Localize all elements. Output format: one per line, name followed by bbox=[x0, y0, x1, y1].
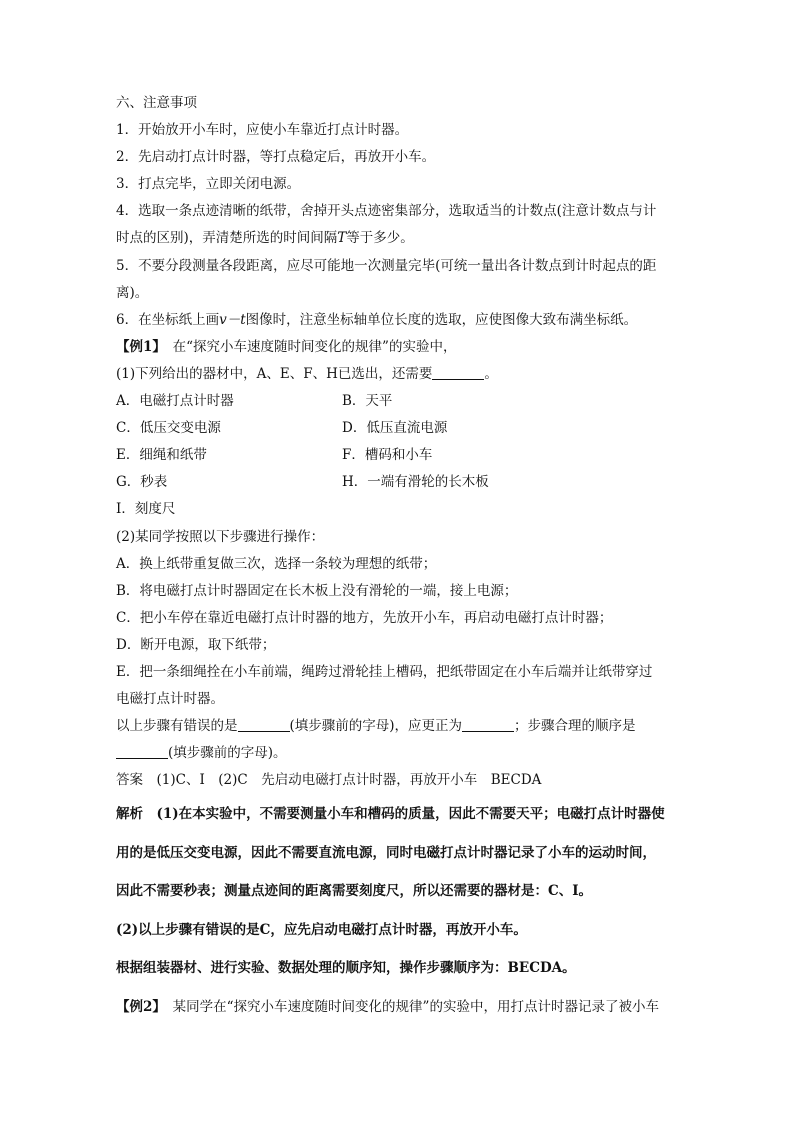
question-2-line-2 bbox=[116, 744, 682, 762]
question-1-end: 。 bbox=[484, 365, 498, 382]
note-item-4-tail: 等于多少。 bbox=[346, 230, 414, 247]
question-2-text-4: (填步骤前的字母)。 bbox=[168, 745, 287, 762]
variable-t: T bbox=[337, 230, 347, 247]
question-2-text-2: (填步骤前的字母)，应更正为 bbox=[289, 718, 463, 735]
document-page bbox=[116, 94, 682, 1025]
note-item-6-tail: 图像时，注意坐标轴单位长度的选取，应使图像大致布满坐标纸。 bbox=[245, 311, 638, 328]
analysis-line-4: (2)以上步骤有错误的是C，应先启动电磁打点计时器，再放开小车。 bbox=[116, 921, 527, 938]
example-2-stem bbox=[116, 998, 682, 1016]
example-2-text: 某同学在“探究小车速度随时间变化的规律”的实验中，用打点计时器记录了被小车 bbox=[172, 998, 659, 1015]
note-item-4-line-1: 4．选取一条点迹清晰的纸带，舍掉开头点迹密集部分，选取适当的计数点(注意计数点与计 bbox=[116, 203, 657, 220]
answer-blank bbox=[432, 365, 484, 380]
analysis-line-5: 根据组装器材、进行实验、数据处理的顺序知，操作步骤顺序为：BECDA。 bbox=[116, 960, 576, 977]
option-i: I．刻度尺 bbox=[116, 501, 176, 518]
option-f: F．槽码和小车 bbox=[342, 447, 433, 464]
question-2-line-1 bbox=[116, 717, 682, 735]
example-1-tag: 【例1】 bbox=[116, 338, 160, 355]
note-item-3: 3．打点完毕，立即关闭电源。 bbox=[116, 176, 301, 193]
step-e-line-1: E．把一条细绳拴在小车前端，绳跨过滑轮挂上槽码，把纸带固定在小车后端并让纸带穿过 bbox=[116, 663, 653, 680]
note-item-5-line-2: 离)。 bbox=[116, 284, 149, 301]
option-a: A．电磁打点计时器 bbox=[116, 393, 234, 410]
step-c: C．把小车停在靠近电磁打点计时器的地方，先放开小车，再启动电磁打点计时器； bbox=[116, 609, 613, 626]
option-row bbox=[116, 446, 682, 464]
question-2-intro: (2)某同学按照以下步骤进行操作： bbox=[116, 528, 325, 545]
note-item-4-line-2 bbox=[116, 229, 682, 247]
analysis-line-2: 用的是低压交变电源，因此不需要直流电源，同时电磁打点计时器记录了小车的运动时间， bbox=[116, 844, 656, 861]
step-b: B．将电磁打点计时器固定在长木板上没有滑轮的一端，接上电源； bbox=[116, 582, 518, 599]
note-item-1: 1．开始放开小车时，应使小车靠近打点计时器。 bbox=[116, 122, 409, 139]
question-1 bbox=[116, 365, 682, 383]
option-row bbox=[116, 419, 682, 437]
analysis-line-3: 因此不需要秒表；测量点迹间的距离需要刻度尺，所以还需要的器材是：C、I。 bbox=[116, 883, 593, 900]
option-row bbox=[116, 392, 682, 410]
example-2-tag: 【例2】 bbox=[116, 998, 160, 1015]
question-2-text-1: 以上步骤有错误的是 bbox=[116, 718, 238, 735]
answer-line: 答案 (1)C、I (2)C 先启动电磁打点计时器，再放开小车 BECDA bbox=[116, 772, 542, 789]
option-h: H．一端有滑轮的长木板 bbox=[342, 474, 489, 491]
variable-vt: v－t bbox=[219, 311, 246, 328]
step-d: D．断开电源，取下纸带； bbox=[116, 636, 276, 653]
answer-blank bbox=[462, 717, 514, 732]
question-2-text-3: ；步骤合理的顺序是 bbox=[514, 718, 636, 735]
section-heading: 六、注意事项 bbox=[116, 95, 197, 111]
answer-blank bbox=[238, 717, 290, 732]
option-d: D．低压直流电源 bbox=[342, 420, 448, 437]
note-item-6-text: 6．在坐标纸上画 bbox=[116, 311, 220, 328]
option-c: C．低压交变电源 bbox=[116, 420, 221, 437]
analysis-line-1: 解析 (1)在本实验中，不需要测量小车和槽码的质量，因此不需要天平；电磁打点计时器使 bbox=[116, 806, 665, 823]
option-g: G．秒表 bbox=[116, 474, 168, 491]
note-item-5-line-1: 5．不要分段测量各段距离，应尽可能地一次测量完毕(可统一量出各计数点到计时起点的距 bbox=[116, 257, 657, 274]
example-1-stem bbox=[116, 338, 682, 356]
answer-blank bbox=[116, 744, 168, 759]
note-item-2: 2．先启动打点计时器，等打点稳定后，再放开小车。 bbox=[116, 149, 436, 166]
note-item-6 bbox=[116, 311, 682, 329]
step-a: A．换上纸带重复做三次，选择一条较为理想的纸带； bbox=[116, 555, 437, 572]
example-1-text: 在“探究小车速度随时间变化的规律”的实验中， bbox=[172, 338, 457, 355]
option-e: E．细绳和纸带 bbox=[116, 447, 207, 464]
question-1-text: (1)下列给出的器材中，A、E、F、H已选出，还需要 bbox=[116, 365, 433, 382]
note-item-4-text: 时点的区别)，弄清楚所选的时间间隔 bbox=[116, 230, 338, 247]
option-b: B．天平 bbox=[342, 393, 393, 410]
step-e-line-2: 电磁打点计时器。 bbox=[116, 691, 224, 708]
option-row bbox=[116, 473, 682, 491]
